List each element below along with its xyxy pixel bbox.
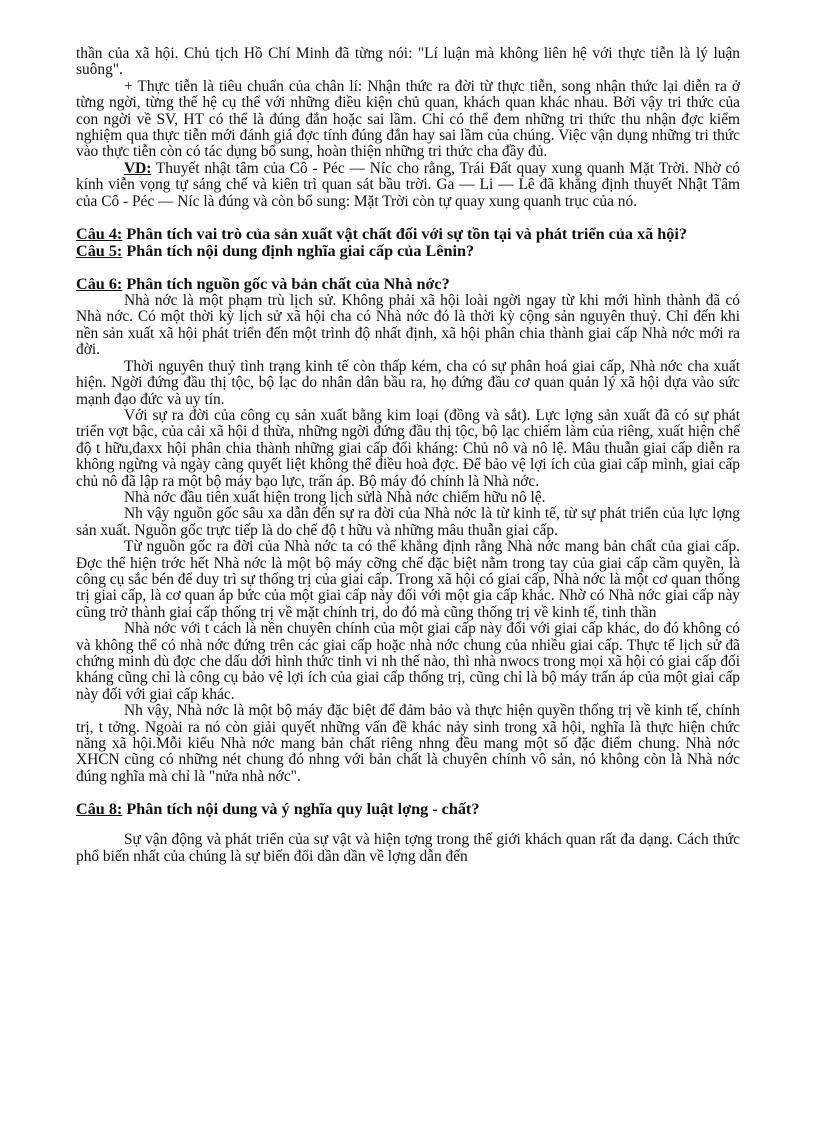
example-text: Thuyết nhật tâm của Cô - Péc — Níc cho rằng, Trái Đất quay xung quanh Mặt Trời. Nhờ có kính viễn vọng tự sáng chế và kiên trì quan sát bầu trời. Ga — Li — Lê đã khẳng định thuyết Nhật Tâm của Cô - Péc — Níc là đúng và còn bổ sung: Mặt Trời còn tự quay xung quanh trục của nó. xyxy=(76,159,740,210)
spacer xyxy=(76,785,740,801)
paragraph: Nh vậy, Nhà nớc là một bộ máy đặc biệt để đảm bảo và thực hiện quyền thống trị về kinh tế, chính trị, t tởng. Ngoài ra nó còn giải quyết những vấn đề khác nảy sinh trong xã hội, nghĩa là thực hiện chức năng xã hội.Mỗi kiểu Nhà nớc mang bản chất riêng nhng đều mang một số đặc điểm chung. Nhà nớc XHCN cũng có những nét chung đó nhng với bản chất là chuyên chính vô sản, nó không còn là Nhà nớc đúng nghĩa mà chỉ là "nửa nhà nớc". xyxy=(76,702,740,785)
question-label: Câu 4: xyxy=(76,225,123,244)
paragraph: Nhà nớc là một phạm trù lịch sử. Không phải xã hội loài ngời ngay từ khi mới hình thành đã có Nhà nớc. Có một thời kỳ lịch sử xã hội cha có Nhà nớc đó là thời kỳ cộng sản nguyên thuỷ. Chỉ đến khi nền sản xuất xã hội phát triển đến một trình độ nhất định, xã hội phân chia thành giai cấp Nhà nớc mới ra đời. xyxy=(76,292,740,359)
spacer xyxy=(76,818,740,832)
question-text: Phân tích nội dung định nghĩa giai cấp của Lênin? xyxy=(122,242,475,261)
question-heading xyxy=(76,226,740,243)
paragraph: Sự vận động và phát triển của sự vật và hiện tợng trong thế giới khách quan rất đa dạng. Cách thức phổ biến nhất của chúng là sự biến đổi dần dần về lợng dẫn đến xyxy=(76,831,740,865)
spacer xyxy=(76,210,740,226)
question-label: Câu 5: xyxy=(76,242,123,261)
paragraph: thần của xã hội. Chủ tịch Hồ Chí Minh đã từng nói: "Lí luận mà không liên hệ với thực tiễn là lý luận suông". xyxy=(76,45,740,79)
question-text: Phân tích nguồn gốc và bản chất của Nhà nớc? xyxy=(122,275,450,294)
question-heading xyxy=(76,276,740,293)
question-label: Câu 8: xyxy=(76,800,123,819)
question-text: Phân tích nội dung và ý nghĩa quy luật lợng - chất? xyxy=(122,800,480,819)
paragraph: + Thực tiễn là tiêu chuẩn của chân lí: Nhận thức ra đời từ thực tiễn, song nhận thức lại diễn ra ở từng ngời, từng thế hệ cụ thể với những điều kiện chủ quan, khách quan khác nhau. Bởi vậy tri thức của con ngời về SV, HT có thể là đúng đắn hoặc sai lầm. Chỉ có thể đem những tri thức thu nhận đợc kiểm nghiệm qua thực tiễn mới đánh giá đợc tính đúng đắn hay sai lầm của chúng. Việc vận dụng những tri thức vào thực tiễn còn có tác dụng bổ sung, hoàn thiện những tri thức cha đầy đủ. xyxy=(76,77,740,161)
paragraph: Nhà nớc với t cách là nền chuyên chính của một giai cấp này đối với giai cấp khác, do đó không có và không thể có nhà nớc đứng trên các giai cấp hoặc nhà nớc chung của nhiều giai cấp. Thực tế lịch sử đã chứng minh dù đợc che dấu dới hình thức tinh vi nh thế nào, thì nhà nwocs trong mọi xã hội có giai cấp đối kháng cũng chỉ là công cụ bảo vệ lợi ích của giai cấp thống trị, cũng chỉ là bộ máy trấn áp của một giai cấp này đối với giai cấp khác. xyxy=(76,620,740,703)
paragraph: Thời nguyên thuỷ tình trạng kinh tế còn thấp kém, cha có sự phân hoá giai cấp, Nhà nớc cha xuất hiện. Ngời đứng đầu thị tộc, bộ lạc do nhân dân bầu ra, họ đứng đầu cơ quan quản lý xã hội dựa vào sức mạnh đạo đức và uy tín. xyxy=(76,357,740,408)
paragraph: Với sự ra đời của công cụ sản xuất bằng kim loại (đồng và sắt). Lực lợng sản xuất đã có sự phát triển vợt bậc, của cải xã hội d thừa, những ngời đứng đầu thị tộc, bộ lạc chiếm làm của riêng, xuất hiện chế độ t hữu,đaxx hội phân chia thành những giai cấp đối kháng: Chủ nô và nô lệ. Mâu thuẫn giai cấp diễn ra không ngừng và ngày càng quyết liệt không thể điều hoà đợc. Để bảo vệ lợi ích của giai cấp mình, giai cấp chủ nô đã lập ra một bộ máy bạo lực, trấn áp. Bộ máy đó chính là Nhà nớc. xyxy=(76,406,740,490)
spacer xyxy=(76,260,740,276)
question-heading xyxy=(76,801,740,818)
question-text: Phân tích vai trò của sản xuất vật chất đối với sự tồn tại và phát triển của xã hội? xyxy=(122,225,687,244)
paragraph: Từ nguồn gốc ra đời của Nhà nớc ta có thể khẳng định rằng Nhà nớc mang bản chất của giai cấp. Đợc thể hiện trớc hết Nhà nớc là một bộ máy cỡng chế đặc biệt nằm trong tay của giai cấp cầm quyền, là công cụ sắc bén để duy trì sự thống trị của giai cấp. Trong xã hội có giai cấp, Nhà nớc là một cơ quan thống trị giai cấp, là cơ quan áp bức của một giai cấp này đối với một gia cấp khác. Nhờ có Nhà nớc giai cấp này cũng trở thành giai cấp thống trị về mặt chính trị, do đó mà cũng thống trị về kinh tế, tinh thần xyxy=(76,538,740,621)
paragraph: Nh vậy nguồn gốc sâu xa dẫn đến sự ra đời của Nhà nớc là từ kinh tế, từ sự phát triển của lực lợng sản xuất. Nguồn gốc trực tiếp là do chế độ t hữu và những mâu thuẫn giai cấp. xyxy=(76,505,740,539)
example-paragraph xyxy=(76,161,740,210)
question-label: Câu 6: xyxy=(76,275,123,294)
question-heading xyxy=(76,243,740,260)
paragraph: Nhà nớc đầu tiên xuất hiện trong lịch sửlà Nhà nớc chiếm hữu nô lệ. xyxy=(124,488,546,506)
example-label: VD: xyxy=(124,159,152,177)
